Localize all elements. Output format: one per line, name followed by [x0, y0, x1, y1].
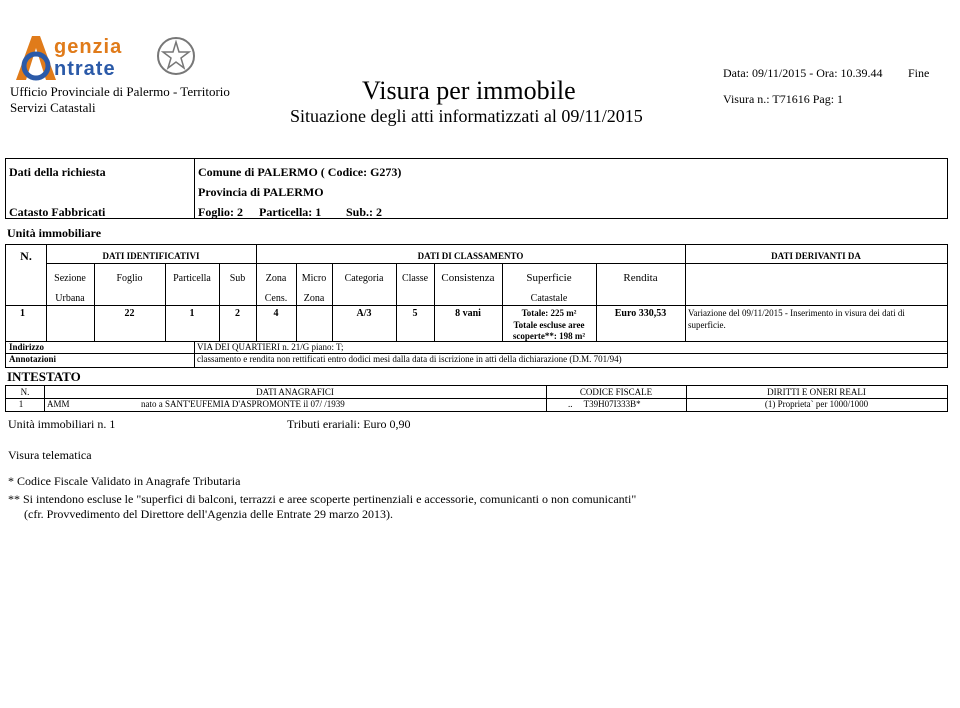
row-n: 1	[20, 308, 25, 319]
h-urbana: Urbana	[55, 293, 85, 304]
group-derivanti: DATI DERIVANTI DA	[771, 251, 861, 261]
fine-label: Fine	[908, 66, 930, 80]
intestato-h-diritti: DIRITTI E ONERI REALI	[767, 387, 866, 397]
h-cens: Cens.	[264, 293, 288, 304]
row-categoria: A/3	[356, 308, 372, 319]
group-identificativi: DATI IDENTIFICATIVI	[102, 251, 200, 261]
date-line: Data: 09/11/2015 - Ora: 10.39.44	[723, 66, 883, 80]
annotazioni-value: classamento e rendita non rettificati entro dodici mesi dalla data di iscrizione in atti della dichiarazione (D.M. 701/94)	[197, 354, 622, 364]
row-classe: 5	[412, 308, 418, 319]
tributi-erariali: Tributi erariali: Euro 0,90	[287, 417, 411, 431]
logo-a-icon	[12, 34, 58, 82]
h-foglio: Foglio	[116, 273, 143, 284]
sub-value: Sub.: 2	[346, 205, 383, 219]
row-superficie-2: Totale escluse aree	[513, 320, 585, 330]
visura-number: Visura n.: T71616 Pag: 1	[723, 92, 844, 106]
intestato-nato: nato a SANT'EUFEMIA D'ASPROMONTE il 07/ /1939	[141, 399, 345, 409]
agency-logo	[8, 32, 198, 84]
intestato-diritti: (1) Proprieta` per 1000/1000	[764, 399, 869, 409]
intestato-title: INTESTATO	[7, 369, 81, 384]
page-subtitle: Situazione degli atti informatizzati al 09/11/2015	[290, 106, 643, 126]
intestato-name: AMM	[47, 399, 70, 409]
page-title: Visura per immobile	[362, 76, 576, 105]
visura-telematica: Visura telematica	[8, 448, 92, 462]
h-catastale: Catastale	[530, 293, 568, 304]
row-zona: 4	[273, 308, 279, 319]
republic-emblem-icon	[156, 34, 196, 78]
logo-text-top: genzia	[54, 36, 123, 58]
office-line-2: Servizi Catastali	[10, 100, 96, 115]
row-superficie-1: Totale: 225 m²	[521, 308, 577, 318]
intestato-h-cf: CODICE FISCALE	[579, 387, 653, 397]
h-particella: Particella	[173, 273, 211, 284]
group-classamento: DATI DI CLASSAMENTO	[417, 251, 524, 261]
unita-section-title: Unità immobiliare	[7, 226, 102, 240]
h-sezione: Sezione	[54, 273, 86, 284]
particella-value: Particella: 1	[259, 205, 322, 219]
intestato-h-n: N.	[20, 387, 30, 397]
h-superficie: Superficie	[526, 272, 572, 284]
h-microzona: Zona	[303, 293, 325, 304]
row-consistenza: 8 vani	[455, 308, 481, 319]
foglio-value: Foglio: 2	[198, 205, 243, 219]
richiesta-box	[5, 158, 948, 219]
unita-table	[5, 244, 948, 368]
h-micro: Micro	[301, 273, 327, 284]
logo-text-bottom: ntrate	[54, 58, 116, 80]
h-categoria: Categoria	[344, 273, 384, 284]
note-codice-fiscale: * Codice Fiscale Validato in Anagrafe Tributaria	[8, 474, 241, 488]
row-superficie-3: scoperte**: 198 m²	[512, 331, 586, 341]
intestato-h-anagrafici: DATI ANAGRAFICI	[256, 387, 334, 397]
h-sub: Sub	[229, 273, 246, 284]
office-line-1: Ufficio Provinciale di Palermo - Territorio	[10, 84, 230, 99]
row-derivanti-1: Variazione del 09/11/2015 - Inserimento in visura dei dati di	[688, 308, 905, 318]
h-rendita: Rendita	[623, 272, 658, 284]
intestato-cf: .. T39H07I333B*	[568, 399, 641, 409]
indirizzo-value: VIA DEI QUARTIERI n. 21/G piano: T;	[197, 342, 344, 352]
comune-value: Comune di PALERMO ( Codice: G273)	[198, 165, 402, 179]
note-provvedimento: (cfr. Provvedimento del Direttore dell'Agenzia delle Entrate 29 marzo 2013).	[24, 507, 394, 521]
richiesta-label: Dati della richiesta	[9, 165, 106, 179]
h-consistenza: Consistenza	[441, 272, 495, 284]
unita-count: Unità immobiliari n. 1	[8, 417, 116, 431]
annotazioni-label: Annotazioni	[9, 354, 57, 364]
row-rendita: Euro 330,53	[614, 308, 667, 319]
intestato-table	[5, 385, 948, 412]
note-superfici: ** Si intendono escluse le "superfici di balconi, terrazzi e aree scoperte pertinenziali e accessorie, comunicanti o non comunicanti"	[8, 492, 637, 506]
row-foglio: 22	[124, 308, 135, 319]
col-n-header: N.	[20, 249, 32, 263]
row-particella: 1	[189, 308, 195, 319]
row-sub: 2	[235, 308, 240, 319]
row-derivanti-2: superficie.	[688, 320, 726, 330]
intestato-n: 1	[18, 399, 24, 409]
h-zona: Zona	[265, 273, 287, 284]
indirizzo-label: Indirizzo	[9, 342, 44, 352]
catasto-label: Catasto Fabbricati	[9, 205, 106, 219]
h-classe: Classe	[401, 273, 429, 284]
provincia-value: Provincia di PALERMO	[198, 185, 324, 199]
